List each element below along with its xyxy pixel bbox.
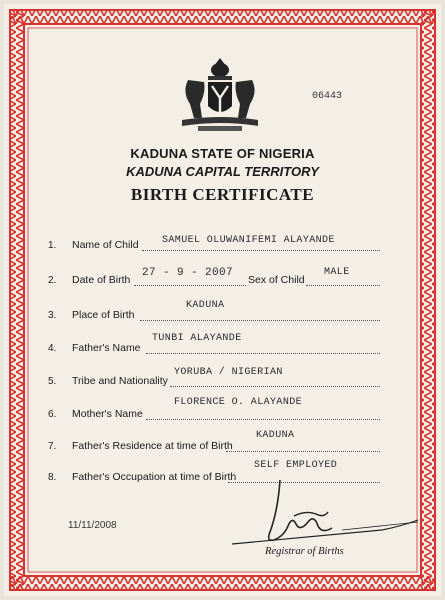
dotted-line	[146, 419, 380, 420]
mothers-name-label: Mother's Name	[72, 408, 143, 420]
certificate-title: BIRTH CERTIFICATE	[130, 185, 315, 204]
registrar-signature	[222, 470, 422, 550]
field-number: 3.	[48, 310, 57, 321]
dotted-line	[170, 386, 380, 387]
date-of-birth-value: 27 - 9 - 2007	[142, 267, 234, 279]
fathers-name-value: TUNBI ALAYANDE	[152, 333, 242, 344]
fathers-name-label: Father's Name	[72, 342, 141, 354]
tribe-nationality-label: Tribe and Nationality	[72, 375, 168, 387]
field-number: 5.	[48, 376, 57, 387]
field-number: 4.	[48, 343, 57, 354]
name-of-child-label: Name of Child	[72, 239, 139, 251]
fathers-occupation-value: SELF EMPLOYED	[254, 460, 338, 471]
fathers-residence-value: KADUNA	[256, 430, 295, 441]
territory-heading: KADUNA CAPITAL TERRITORY	[126, 164, 319, 179]
tribe-nationality-value: YORUBA / NIGERIAN	[174, 367, 283, 378]
dotted-line	[226, 451, 380, 452]
issue-date: 11/11/2008	[68, 520, 117, 531]
sex-of-child-value: MALE	[324, 267, 350, 278]
fathers-occupation-label: Father's Occupation at time of Birth	[72, 471, 237, 483]
date-of-birth-label: Date of Birth	[72, 274, 131, 286]
dotted-line	[306, 285, 380, 286]
mothers-name-value: FLORENCE O. ALAYANDE	[174, 397, 303, 408]
dotted-line	[142, 250, 380, 251]
state-heading: KADUNA STATE OF NIGERIA	[130, 146, 315, 161]
field-number: 7.	[48, 441, 57, 452]
field-number: 1.	[48, 240, 57, 251]
dotted-line	[146, 353, 380, 354]
field-number: 2.	[48, 275, 57, 286]
dotted-line	[140, 320, 380, 321]
sex-of-child-label: Sex of Child	[248, 274, 305, 286]
name-of-child-value: SAMUEL OLUWANIFEMI ALAYANDE	[162, 235, 335, 246]
place-of-birth-label: Place of Birth	[72, 309, 135, 321]
registrar-label: Registrar of Births	[265, 546, 344, 557]
dotted-line	[134, 285, 246, 286]
place-of-birth-value: KADUNA	[186, 300, 225, 311]
serial-number: 06443	[312, 91, 343, 102]
field-number: 8.	[48, 472, 57, 483]
coat-of-arms-icon	[178, 58, 262, 134]
fathers-residence-label: Father's Residence at time of Birth	[72, 440, 233, 452]
field-number: 6.	[48, 409, 57, 420]
